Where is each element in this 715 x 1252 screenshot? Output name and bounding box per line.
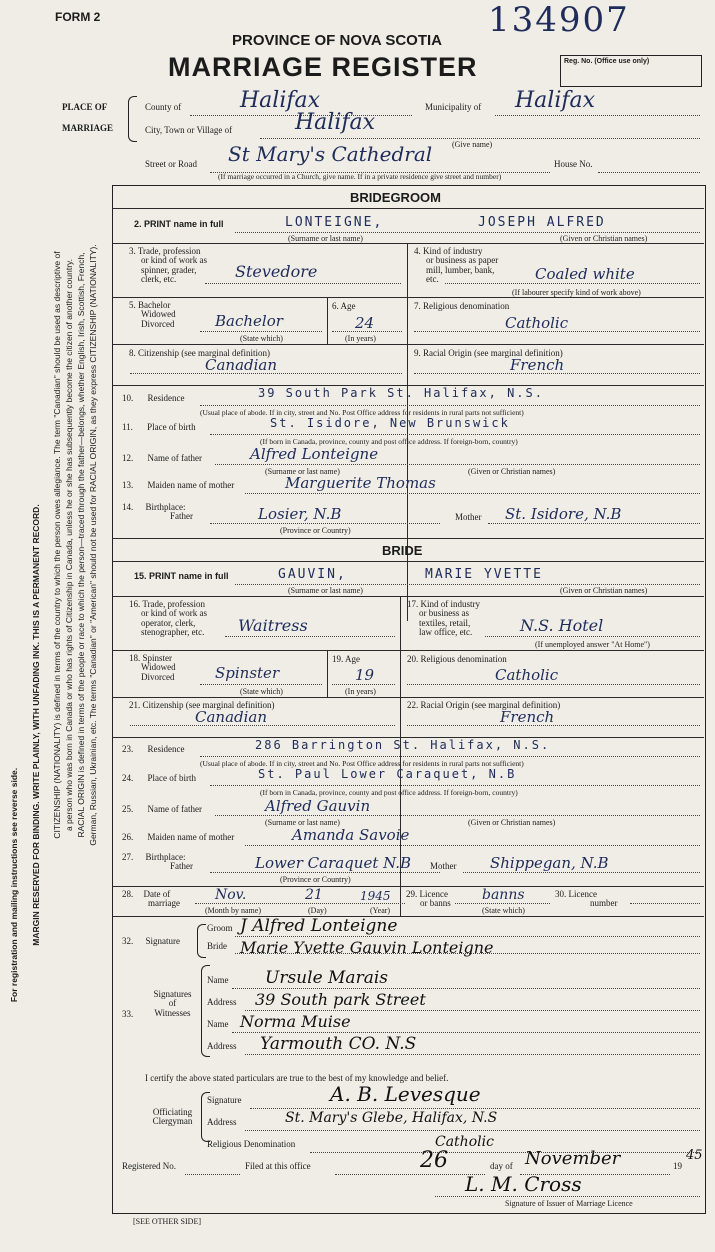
- brace: [128, 96, 137, 142]
- county-label: County of: [145, 102, 182, 112]
- groom-surname: LONTEIGNE,: [285, 215, 384, 230]
- groom-signature: J Alfred Lonteigne: [240, 916, 398, 936]
- margin-note-4: a person who was born in Canada or who has rights of Citizenship in Canada, unless he or she has subsequently become the citizen of another country.: [64, 258, 74, 832]
- field-12-label: 12. Name of father: [122, 453, 202, 463]
- field-15-label: 15. PRINT name in full: [134, 571, 229, 581]
- bride-mother: Amanda Savoie: [292, 826, 410, 844]
- field-4-label: 4. Kind of industry or business as paper mill, lumber, bank, etc.: [414, 246, 499, 285]
- reg-no-label: Reg. No. (Office use only): [564, 58, 650, 65]
- field-5-label: 5. Bachelor Widowed Divorced: [129, 300, 176, 329]
- margin-note-1: For registration and mailing instructions see reverse side.: [9, 767, 19, 1003]
- witness-label: Signatures of Witnesses: [153, 989, 192, 1018]
- groom-age: 24: [355, 314, 375, 332]
- margin-note-6: German, Russian, Ukrainian, etc. The terms "Canadian" or "American" should not be used for RACIAL ORIGIN, as they express CITIZENSHIP (NATIONALITY).: [88, 244, 98, 846]
- field-23-label: 23. Residence: [122, 744, 185, 754]
- groom-status: Bachelor: [215, 312, 283, 330]
- labourer-caption: (If labourer specify kind of work above): [512, 288, 641, 297]
- groom-sig-label: Groom: [207, 923, 233, 933]
- field-33-label: 33.: [122, 1009, 134, 1019]
- witness-2-address: Yarmouth CO. N.S: [260, 1034, 417, 1054]
- margin-note-5: RACIAL ORIGIN is defined in terms of the people or race to which the person—traced through the father—belongs, whether English, Irish, Scottish, French,: [76, 252, 86, 838]
- county-value: Halifax: [240, 88, 321, 113]
- bride-father-birthplace: Lower Caraquet N.B: [255, 854, 412, 872]
- bride-citizenship: Canadian: [195, 708, 268, 726]
- groom-citizenship: Canadian: [205, 356, 278, 374]
- house-label: House No.: [554, 159, 593, 169]
- bride-racial-origin: French: [500, 708, 555, 726]
- field-16-label: 16. Trade, profession or kind of work as operator, clerk, stenographer, etc.: [129, 599, 207, 638]
- field-19-label: 19. Age: [332, 654, 360, 664]
- issuer-signature: L. M. Cross: [465, 1172, 582, 1196]
- field-29-label: 29. Licence or banns: [406, 889, 451, 909]
- groom-father: Alfred Lonteigne: [250, 445, 379, 463]
- city-label: City, Town or Village of: [145, 125, 233, 135]
- groom-birthplace: St. Isidore, New Brunswick: [270, 416, 510, 430]
- bride-father: Alfred Gauvin: [265, 797, 371, 815]
- field-32-label: 32. Signature: [122, 936, 180, 946]
- form-label: FORM 2: [55, 10, 101, 24]
- municipality-value: Halifax: [515, 88, 596, 113]
- field-14-label: 14. Birthplace: Father: [122, 502, 193, 522]
- in-years-caption: (In years): [345, 334, 376, 343]
- bride-residence: 286 Barrington St. Halifax, N.S.: [255, 738, 551, 752]
- mother-label: Mother: [455, 512, 482, 522]
- field-17-label: 17. Kind of industry or business as textiles, retail, law office, etc.: [407, 599, 480, 638]
- bride-trade: Waitress: [238, 616, 308, 635]
- issuer-caption: Signature of Issuer of Marriage Licence: [505, 1199, 633, 1208]
- groom-religion: Catholic: [505, 314, 569, 332]
- field-11-label: 11. Place of birth: [122, 422, 196, 432]
- field-7-label: 7. Religious denomination: [414, 301, 510, 311]
- groom-racial-origin: French: [510, 356, 565, 374]
- groom-mother: Marguerite Thomas: [285, 474, 436, 492]
- province-heading: PROVINCE OF NOVA SCOTIA: [232, 32, 443, 49]
- street-value: St Mary's Cathedral: [228, 142, 433, 166]
- field-18-label: 18. Spinster Widowed Divorced: [129, 653, 176, 682]
- bride-heading: BRIDE: [382, 543, 423, 558]
- field-9-label: 9. Racial Origin (see marginal definition): [414, 348, 563, 358]
- bride-age: 19: [355, 666, 375, 684]
- state-which-caption: (State which): [240, 334, 283, 343]
- reg-no-box: [560, 55, 702, 87]
- margin-notes: [0, 0, 110, 1252]
- margin-note-3: CITIZENSHIP (NATIONALITY) is defined in terms of the country to which the person owes allegiance. The term "Canadian" should be used as descriptive of: [52, 251, 62, 839]
- licence-or-banns: banns: [482, 887, 525, 903]
- bride-signature: Marie Yvette Gauvin Lonteigne: [240, 938, 494, 957]
- field-27-label: 27. Birthplace: Father: [122, 852, 193, 872]
- groom-trade: Stevedore: [235, 262, 318, 281]
- field-26-label: 26. Maiden name of mother: [122, 832, 235, 842]
- bride-industry: N.S. Hotel: [520, 616, 604, 635]
- registration-number: 134907: [488, 0, 630, 40]
- margin-note-2: MARGIN RESERVED FOR BINDING. WRITE PLAINLY, WITH UNFADING INK. THIS IS A PERMANENT RECORD.: [31, 504, 41, 946]
- groom-given-names: JOSEPH ALFRED: [478, 215, 606, 230]
- field-30-label: 30. Licence number: [555, 889, 618, 909]
- marriage-label: MARRIAGE: [62, 123, 113, 133]
- field-28-label: 28. Date of marriage: [122, 889, 180, 909]
- give-name-caption: (Give name): [452, 140, 493, 149]
- bride-birthplace: St. Paul Lower Caraquet, N.B: [258, 767, 517, 781]
- residence-caption: (Usual place of abode. If in city, street and No. Post Office address for residents in rural parts not sufficient): [200, 408, 524, 417]
- bride-sig-label: Bride: [207, 941, 227, 951]
- page-title: MARRIAGE REGISTER: [168, 52, 478, 82]
- field-6-label: 6. Age: [332, 301, 356, 311]
- witness-2-name: Norma Muise: [240, 1012, 351, 1031]
- witness-1-address: 39 South park Street: [255, 990, 426, 1009]
- marriage-day: 21: [305, 887, 323, 903]
- marriage-year: 1945: [360, 889, 391, 903]
- given-caption: (Given or Christian names): [560, 234, 648, 243]
- field-3-label: 3. Trade, profession or kind of work as spinner, grader, clerk, etc.: [129, 246, 207, 285]
- unemployed-caption: (If unemployed answer "At Home"): [535, 640, 650, 649]
- field-8-label: 8. Citizenship (see marginal definition): [129, 348, 271, 358]
- clergy-label: Officiating Clergyman: [152, 1107, 193, 1127]
- bride-religion: Catholic: [495, 666, 559, 684]
- clergy-address: St. Mary's Glebe, Halifax, N.S: [285, 1110, 498, 1126]
- witness-1-name: Ursule Marais: [265, 968, 388, 988]
- see-other-side: [SEE OTHER SIDE]: [133, 1217, 201, 1226]
- field-10-label: 10. Residence: [122, 393, 185, 403]
- groom-residence: 39 South Park St. Halifax, N.S.: [258, 386, 544, 400]
- filed-year: 45: [686, 1148, 703, 1163]
- field-21-label: 21. Citizenship (see marginal definition): [129, 700, 275, 710]
- surname-caption: (Surname or last name): [288, 234, 363, 243]
- registered-no-label: Registered No.: [122, 1161, 176, 1171]
- religious-denomination-label: Religious Denomination: [207, 1139, 296, 1149]
- groom-mother-birthplace: St. Isidore, N.B: [505, 505, 622, 523]
- field-25-label: 25. Name of father: [122, 804, 202, 814]
- bride-surname: GAUVIN,: [278, 567, 347, 582]
- field-13-label: 13. Maiden name of mother: [122, 480, 235, 490]
- province-caption: (Province or Country): [280, 526, 351, 535]
- clergy-signature: A. B. Levesque: [330, 1082, 481, 1106]
- bride-mother-birthplace: Shippegan, N.B: [490, 854, 609, 872]
- clergy-religion: Catholic: [435, 1134, 494, 1150]
- municipality-label: Municipality of: [425, 102, 482, 112]
- place-note: (If marriage occurred in a Church, give name. If in a private residence give street and number): [218, 172, 502, 181]
- bridegroom-heading: BRIDEGROOM: [350, 190, 441, 205]
- field-24-label: 24. Place of birth: [122, 773, 196, 783]
- filed-day: 26: [420, 1148, 448, 1173]
- field-20-label: 20. Religious denomination: [407, 654, 507, 664]
- field-22-label: 22. Racial Origin (see marginal definition): [407, 700, 561, 710]
- bride-status: Spinster: [215, 664, 280, 682]
- marriage-month: Nov.: [215, 887, 247, 903]
- groom-industry: Coaled white: [535, 265, 635, 283]
- city-value: Halifax: [295, 110, 376, 135]
- place-of-label: PLACE OF: [62, 102, 108, 112]
- certify-statement: I certify the above stated particulars are true to the best of my knowledge and belief.: [145, 1073, 449, 1083]
- birthplace-caption: (If born in Canada, province, county and post office address. If foreign-born, country): [260, 437, 518, 446]
- filed-label: Filed at this office: [245, 1161, 311, 1171]
- filed-month: November: [525, 1148, 621, 1169]
- street-label: Street or Road: [145, 159, 197, 169]
- groom-father-birthplace: Losier, N.B: [258, 505, 342, 523]
- bride-given-names: MARIE YVETTE: [425, 567, 543, 582]
- field-2-label: 2. PRINT name in full: [134, 219, 224, 229]
